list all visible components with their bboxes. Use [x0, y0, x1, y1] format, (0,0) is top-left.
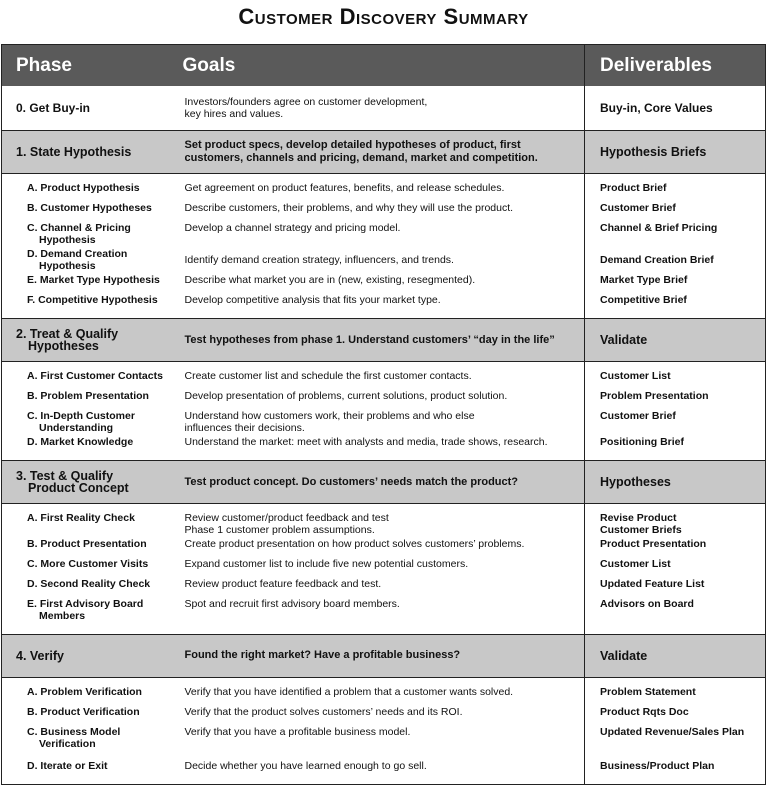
step-name-cont: Understanding — [39, 422, 114, 434]
phase-0-name: 0. Get Buy-in — [2, 86, 177, 131]
phase-1-deliverable: Hypothesis Briefs — [585, 131, 766, 174]
goal-line: influences their decisions. — [184, 422, 305, 434]
phase-2-header-row — [2, 319, 766, 362]
phase-0-deliverable: Buy-in, Core Values — [585, 86, 766, 131]
step-name: D. Second Reality Check — [27, 578, 151, 590]
phase-4-deliverable: Validate — [585, 634, 766, 677]
step-goal: Describe what market you are in (new, existing, resegmented). — [184, 274, 476, 286]
summary-table — [1, 44, 766, 785]
phase-2-deliverable: Validate — [585, 319, 766, 362]
step-name: D. Market Knowledge — [27, 436, 134, 448]
step-name: A. First Reality Check — [27, 512, 135, 524]
phase-1-name: 1. State Hypothesis — [2, 131, 177, 174]
step-deliverable: Customer List — [585, 556, 766, 576]
step-goal: Expand customer list to include five new potential customers. — [184, 558, 469, 570]
table-row — [2, 576, 766, 596]
step-goal: Verify that you have a profitable business model. — [184, 725, 411, 738]
step-goal: Spot and recruit first advisory board members. — [184, 598, 400, 610]
table-row — [2, 556, 766, 576]
step-name: E. Market Type Hypothesis — [27, 274, 160, 286]
table-row — [2, 704, 766, 724]
step-deliverable — [585, 504, 766, 537]
deliverable-line: Customer Briefs — [600, 524, 682, 536]
step-deliverable: Channel & Brief Pricing — [585, 220, 766, 246]
goal-line: Set product specs, develop detailed hypotheses of product, first — [184, 139, 521, 151]
phase-4-name: 4. Verify — [2, 634, 177, 677]
phase-4-header-row — [2, 634, 766, 677]
table-row — [2, 408, 766, 434]
deliverable-line: Revise Product — [600, 512, 677, 524]
step-name — [2, 724, 177, 750]
goal-line: Review customer/product feedback and test — [184, 512, 389, 524]
phase-3-deliverable: Hypotheses — [585, 461, 766, 504]
phase-3-goal: Test product concept. Do customers’ needs match the product? — [177, 461, 585, 504]
table-row — [2, 362, 766, 389]
step-goal: Create product presentation on how product solves customers’ problems. — [184, 538, 525, 550]
table-row — [2, 388, 766, 408]
step-name — [2, 408, 177, 434]
step-deliverable: Updated Revenue/Sales Plan — [585, 724, 766, 750]
goal-line: Investors/founders agree on customer development, — [184, 96, 428, 108]
header-row — [2, 45, 766, 87]
step-goal — [177, 408, 585, 434]
step-goal: Create customer list and schedule the first customer contacts. — [184, 370, 472, 382]
phase-3-name — [2, 461, 177, 504]
step-name-line: C. Business Model — [27, 725, 121, 738]
step-goal: Verify that the product solves customers’ needs and its ROI. — [184, 705, 463, 718]
table-row — [2, 174, 766, 201]
phase-name-line: 3. Test & Qualify — [16, 469, 114, 483]
step-name — [2, 220, 177, 246]
step-goal: Develop competitive analysis that fits your market type. — [184, 294, 441, 306]
step-name: A. First Customer Contacts — [27, 370, 163, 382]
table-row — [2, 200, 766, 220]
phase-2-goal: Test hypotheses from phase 1. Understand customers’ “day in the life” — [177, 319, 585, 362]
phase-name-line: Hypotheses — [28, 339, 99, 353]
table-row — [2, 292, 766, 319]
header-goals: Goals — [177, 45, 585, 87]
step-deliverable: Problem Statement — [585, 677, 766, 704]
phase-2-name — [2, 319, 177, 362]
step-deliverable: Product Presentation — [585, 536, 766, 556]
step-goal: Describe customers, their problems, and why they will use the product. — [184, 202, 514, 214]
step-deliverable: Advisors on Board — [585, 596, 766, 634]
step-deliverable: Market Type Brief — [585, 272, 766, 292]
step-name: B. Customer Hypotheses — [27, 202, 152, 214]
step-goal: Review product feature feedback and test. — [184, 578, 382, 590]
table-row — [2, 434, 766, 461]
table-row — [2, 536, 766, 556]
table-row — [2, 272, 766, 292]
table-row — [2, 724, 766, 750]
step-name-cont: Hypothesis — [39, 234, 96, 246]
goal-line: Phase 1 customer problem assumptions. — [184, 524, 375, 536]
step-deliverable: Demand Creation Brief — [585, 246, 766, 272]
table-row — [2, 504, 766, 537]
step-goal: Develop a channel strategy and pricing model. — [184, 222, 401, 234]
step-name-cont: Members — [39, 610, 86, 622]
step-name-line: C. In-Depth Customer — [27, 410, 135, 422]
goal-line: customers, channels and pricing, demand, market and competition. — [184, 152, 538, 164]
step-deliverable: Updated Feature List — [585, 576, 766, 596]
phase-name-line: 2. Treat & Qualify — [16, 327, 119, 341]
phase-name-line: Product Concept — [28, 481, 129, 495]
step-name — [2, 246, 177, 272]
step-goal: Decide whether you have learned enough to go sell. — [184, 759, 427, 772]
step-goal: Verify that you have identified a problem that a customer wants solved. — [184, 685, 514, 698]
step-goal: Understand the market: meet with analysts and media, trade shows, research. — [184, 436, 548, 448]
step-name-line: D. Demand Creation — [27, 248, 128, 260]
phase-0-row — [2, 86, 766, 131]
step-goal: Get agreement on product features, benefits, and release schedules. — [184, 182, 505, 194]
step-name: B. Product Verification — [27, 705, 140, 718]
step-deliverable: Business/Product Plan — [585, 750, 766, 785]
step-name — [2, 596, 177, 634]
step-deliverable: Customer Brief — [585, 408, 766, 434]
step-name-cont: Hypothesis — [39, 260, 96, 272]
step-name: B. Problem Presentation — [27, 390, 149, 402]
step-deliverable: Competitive Brief — [585, 292, 766, 319]
page-title: Customer Discovery Summary — [238, 4, 529, 29]
step-name: B. Product Presentation — [27, 538, 147, 550]
step-name: C. More Customer Visits — [27, 558, 149, 570]
step-name-line: E. First Advisory Board — [27, 598, 144, 610]
step-deliverable: Product Brief — [585, 174, 766, 201]
step-name: A. Product Hypothesis — [27, 182, 140, 194]
goal-line: Understand how customers work, their problems and who else — [184, 410, 475, 422]
table-row — [2, 596, 766, 634]
phase-3-header-row — [2, 461, 766, 504]
step-goal: Develop presentation of problems, current solutions, product solution. — [184, 390, 508, 402]
step-goal: Identify demand creation strategy, influencers, and trends. — [184, 254, 454, 266]
phase-0-goal — [177, 86, 585, 131]
phase-1-goal — [177, 131, 585, 174]
step-deliverable: Customer List — [585, 362, 766, 389]
header-deliverables: Deliverables — [585, 45, 766, 87]
step-deliverable: Customer Brief — [585, 200, 766, 220]
table-row — [2, 677, 766, 704]
phase-4-goal: Found the right market? Have a profitable business? — [177, 634, 585, 677]
step-name-line: C. Channel & Pricing — [27, 222, 131, 234]
phase-1-header-row — [2, 131, 766, 174]
step-deliverable: Product Rqts Doc — [585, 704, 766, 724]
step-name: A. Problem Verification — [27, 685, 142, 698]
step-deliverable: Problem Presentation — [585, 388, 766, 408]
step-name: F. Competitive Hypothesis — [27, 294, 158, 306]
step-deliverable: Positioning Brief — [585, 434, 766, 461]
step-goal — [177, 504, 585, 537]
goal-line: key hires and values. — [184, 108, 284, 120]
table-row — [2, 220, 766, 246]
step-name-cont: Verification — [39, 737, 96, 750]
table-row — [2, 246, 766, 272]
header-phase: Phase — [2, 45, 177, 87]
step-name: D. Iterate or Exit — [27, 759, 108, 772]
